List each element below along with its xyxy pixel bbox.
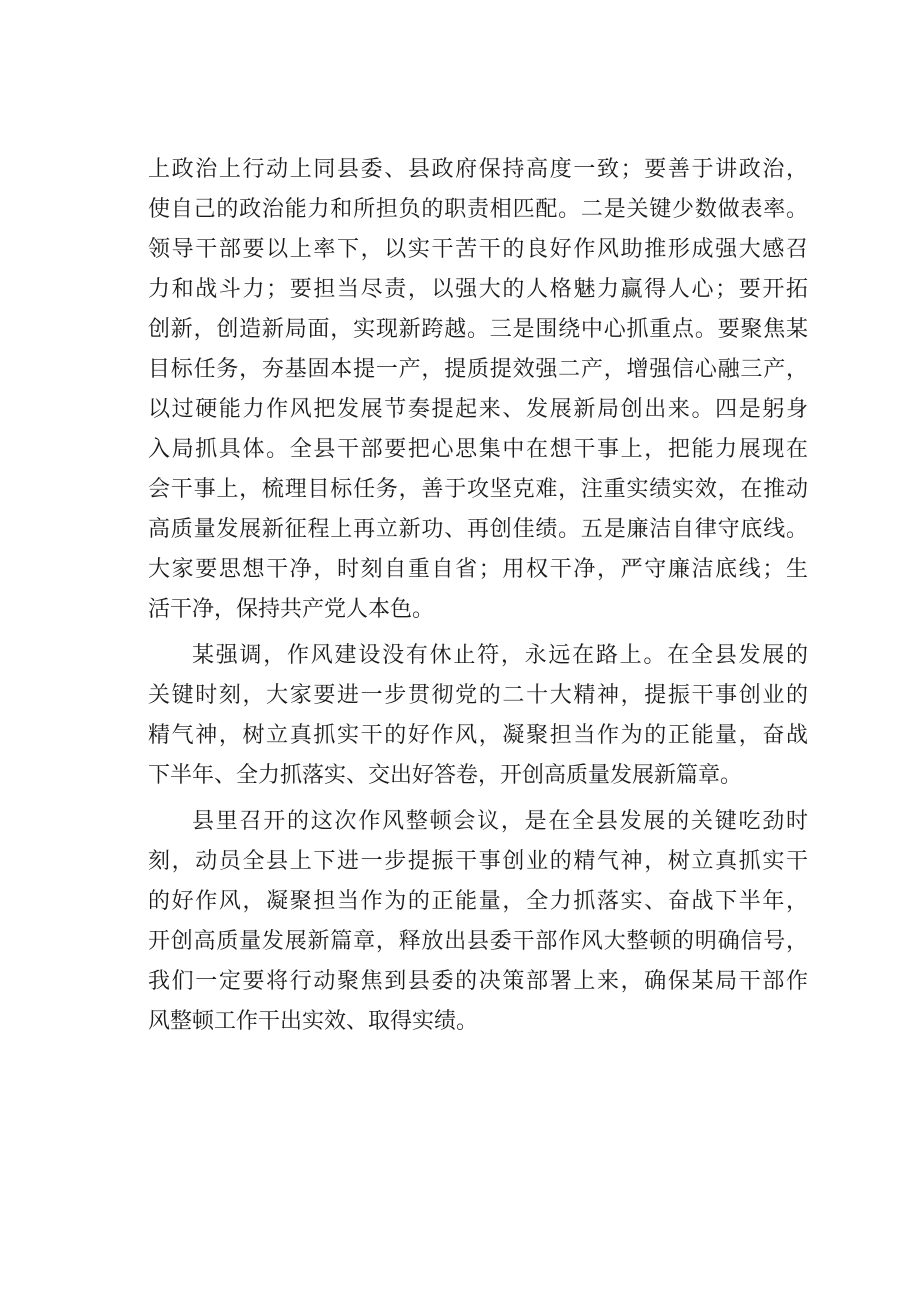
paragraph-3 bbox=[148, 802, 808, 1042]
document-body bbox=[148, 150, 808, 1042]
text-line: 以过硬能力作风把发展节奏提起来、发展新局创出来。四是躬身 bbox=[148, 397, 808, 422]
text-line: 精气神，树立真抓实干的好作风，凝聚担当作为的正能量，奋战 bbox=[148, 723, 808, 748]
text-line: 活干净，保持共产党人本色。 bbox=[148, 597, 435, 622]
text-line: 我们一定要将行动聚焦到县委的决策部署上来，确保某局干部作 bbox=[148, 969, 808, 994]
text-line: 的好作风，凝聚担当作为的正能量，全力抓落实、奋战下半年， bbox=[148, 889, 808, 914]
text-line: 创新，创造新局面，实现新跨越。三是围绕中心抓重点。要聚焦某 bbox=[148, 317, 808, 342]
text-line: 使自己的政治能力和所担负的职责相匹配。二是关键少数做表率。 bbox=[148, 197, 808, 222]
text-line: 上政治上行动上同县委、县政府保持高度一致；要善于讲政治， bbox=[148, 157, 808, 182]
text-line: 会干事上，梳理目标任务，善于攻坚克难，注重实绩实效，在推动 bbox=[148, 477, 808, 502]
text-line: 力和战斗力；要担当尽责，以强大的人格魅力赢得人心；要开拓 bbox=[148, 277, 808, 302]
text-line: 领导干部要以上率下，以实干苦干的良好作风助推形成强大感召 bbox=[148, 237, 808, 262]
text-line: 入局抓具体。全县干部要把心思集中在想干事上，把能力展现在 bbox=[148, 437, 808, 462]
paragraph-2 bbox=[148, 636, 808, 796]
text-line: 刻，动员全县上下进一步提振干事创业的精气神，树立真抓实干 bbox=[148, 849, 808, 874]
text-line: 高质量发展新征程上再立新功、再创佳绩。五是廉洁自律守底线。 bbox=[148, 517, 808, 542]
text-line: 大家要思想干净，时刻自重自省；用权干净，严守廉洁底线；生 bbox=[148, 557, 808, 582]
text-line: 下半年、全力抓落实、交出好答卷，开创高质量发展新篇章。 bbox=[148, 763, 743, 788]
text-line: 某强调，作风建设没有休止符，永远在路上。在全县发展的 bbox=[192, 643, 808, 668]
text-line: 开创高质量发展新篇章，释放出县委干部作风大整顿的明确信号， bbox=[148, 929, 808, 954]
text-line: 风整顿工作干出实效、取得实绩。 bbox=[148, 1009, 479, 1034]
text-line: 县里召开的这次作风整顿会议，是在全县发展的关键吃劲时 bbox=[192, 809, 808, 834]
paragraph-1 bbox=[148, 150, 808, 630]
text-line: 目标任务，夯基固本提一产，提质提效强二产，增强信心融三产， bbox=[148, 357, 808, 382]
text-line: 关键时刻，大家要进一步贯彻党的二十大精神，提振干事创业的 bbox=[148, 683, 808, 708]
